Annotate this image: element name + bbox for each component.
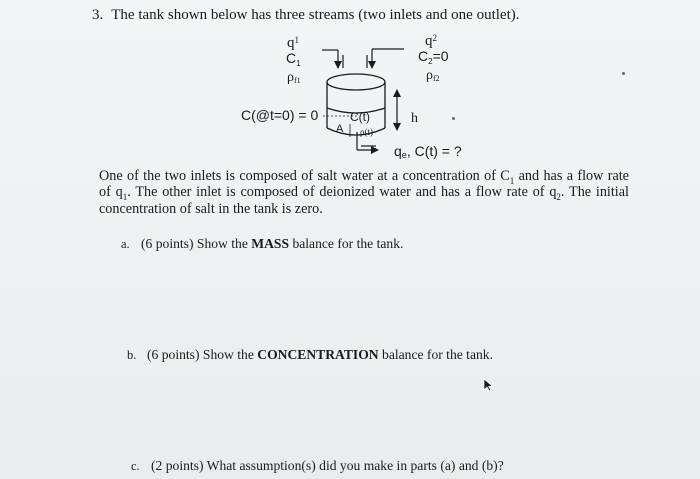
inlet1-pipe	[322, 50, 343, 68]
question-number: 3.	[92, 7, 104, 23]
mouse-pointer-icon	[482, 378, 494, 392]
outlet-label: qe, C(t) = ?	[394, 143, 462, 160]
area-label: A	[336, 123, 344, 135]
part-a-letter: a.	[121, 237, 130, 251]
tank-density-label: ρ(t)	[360, 127, 373, 137]
inlet1-flow-label: $q^1$	[287, 35, 299, 51]
initial-condition-label: C(@t=0) = 0	[241, 107, 319, 123]
part-c-text: (2 points) What assumption(s) did you make in parts (a) and (b)?	[151, 458, 504, 473]
inlet2-density-label: ρf2	[426, 68, 440, 83]
part-a-keyword: MASS	[251, 236, 290, 251]
inlet1-conc-label: $C_1$	[286, 50, 301, 68]
question-intro: The tank shown below has three streams (two inlets and one outlet).	[111, 7, 520, 23]
part-a: a. (6 points) Show the MASS balance for the tank.	[121, 236, 404, 251]
inlet2-conc-label: $C_2=0$	[418, 48, 449, 66]
speck-mark	[452, 117, 455, 120]
speck-mark	[622, 72, 625, 75]
part-c-letter: c.	[131, 459, 140, 473]
inlet2-pipe	[367, 49, 404, 68]
inlet1-density-label: ρf1	[287, 70, 301, 85]
problem-statement: One of the two inlets is composed of salt water at a concentration of $C_1$ and has a flow rate of $q_1$. The other inlet is composed of deionized water and has a flow rate of $q_2$. The initial concentration of salt in the tank is zero.	[99, 168, 629, 217]
part-c	[131, 458, 504, 474]
height-label: h	[411, 111, 418, 126]
tank-concentration-label: C(t)	[350, 110, 370, 124]
inlet2-flow-label: $q^2$	[425, 33, 437, 49]
tank-diagram	[0, 0, 700, 175]
part-b-letter: b.	[127, 348, 137, 362]
part-b: b. (6 points) Show the CONCENTRATION balance for the tank.	[127, 347, 493, 362]
part-b-keyword: CONCENTRATION	[257, 347, 379, 362]
